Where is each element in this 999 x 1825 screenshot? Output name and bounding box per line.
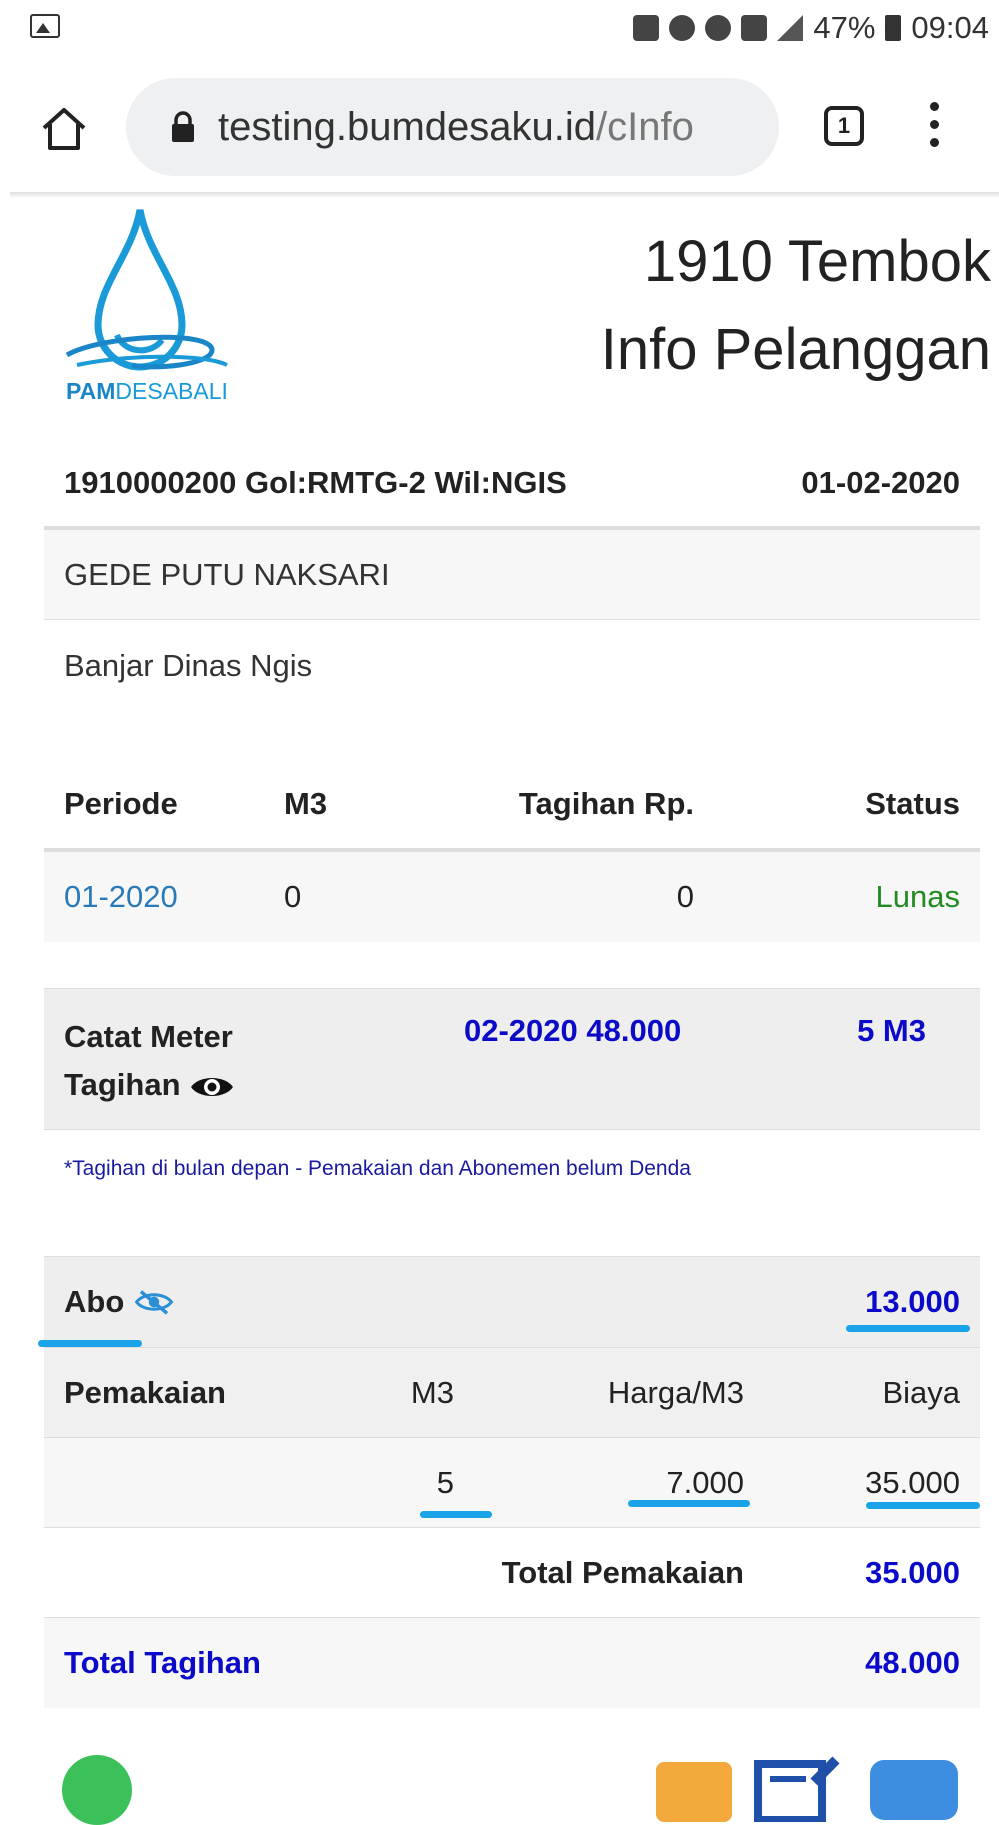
col-biaya: Biaya bbox=[882, 1374, 960, 1410]
home-app-icon[interactable] bbox=[870, 1760, 958, 1820]
clock: 09:04 bbox=[911, 10, 989, 45]
abo-label: Abo bbox=[64, 1284, 125, 1319]
lock-icon bbox=[170, 111, 196, 143]
total-usage-row bbox=[44, 1528, 980, 1618]
status-icons bbox=[633, 10, 989, 46]
usage-harga: 7.000 bbox=[666, 1464, 744, 1500]
col-pemakaian: Pemakaian bbox=[64, 1374, 226, 1410]
col-m3: M3 bbox=[284, 786, 328, 821]
highlight-mark-biaya bbox=[866, 1502, 980, 1509]
url-text bbox=[218, 105, 694, 150]
whatsapp-icon[interactable] bbox=[62, 1755, 132, 1825]
total-bill-row bbox=[44, 1618, 980, 1708]
battery-icon bbox=[885, 15, 901, 41]
billing-note: *Tagihan di bulan depan - Pemakaian dan Abonemen belum Denda bbox=[64, 1157, 691, 1180]
col-usage-m3: M3 bbox=[410, 1374, 454, 1410]
more-menu-icon[interactable] bbox=[928, 102, 940, 152]
url-path: /cInfo bbox=[596, 104, 694, 149]
periode-link[interactable]: 01-2020 bbox=[64, 879, 178, 914]
usage-header bbox=[44, 1348, 980, 1438]
customer-header-row bbox=[44, 440, 980, 530]
catat-label-line1: Catat Meter bbox=[64, 1019, 233, 1054]
customer-info bbox=[44, 440, 980, 1708]
url-domain: testing.bumdesaku.id bbox=[218, 104, 597, 149]
abonemen-row bbox=[44, 1256, 980, 1348]
gallery-notification-icon bbox=[30, 14, 60, 38]
cell-tagihan: 0 bbox=[676, 879, 694, 914]
eye-icon[interactable] bbox=[189, 1073, 235, 1101]
abo-label-wrap bbox=[64, 1284, 174, 1320]
logo-text bbox=[66, 378, 228, 405]
pamdesabali-logo bbox=[62, 205, 242, 405]
logo-text-rest: DESABALI bbox=[115, 378, 228, 404]
highlight-mark-abo bbox=[38, 1340, 142, 1347]
mute-icon bbox=[633, 15, 659, 41]
home-icon[interactable] bbox=[40, 106, 88, 152]
col-status: Status bbox=[865, 786, 960, 821]
col-harga: Harga/M3 bbox=[607, 1374, 744, 1410]
status-badge: Lunas bbox=[875, 879, 960, 914]
catat-label-line2: Tagihan bbox=[64, 1067, 181, 1102]
table-header bbox=[44, 760, 980, 852]
abo-value: 13.000 bbox=[865, 1284, 960, 1319]
total-usage-value: 35.000 bbox=[865, 1554, 960, 1590]
customer-id-line: 1910000200 Gol:RMTG-2 Wil:NGIS bbox=[64, 465, 567, 500]
status-bar bbox=[0, 0, 999, 58]
highlight-mark-abo-value bbox=[846, 1325, 970, 1332]
wifi-icon bbox=[705, 15, 731, 41]
sim-icon bbox=[741, 15, 767, 41]
eye-slash-icon[interactable] bbox=[134, 1287, 174, 1317]
battery-percent: 47% bbox=[813, 10, 876, 45]
usage-m3: 5 bbox=[436, 1464, 454, 1500]
meter-reading-row bbox=[44, 988, 980, 1130]
browser-toolbar bbox=[0, 62, 999, 192]
col-periode: Periode bbox=[64, 786, 178, 821]
table-row bbox=[44, 852, 980, 942]
customer-date: 01-02-2020 bbox=[801, 465, 960, 500]
catat-label bbox=[64, 989, 464, 1109]
total-bill-value: 48.000 bbox=[865, 1645, 960, 1680]
toolbar-shadow bbox=[10, 192, 999, 198]
billing-history-table bbox=[44, 760, 980, 942]
highlight-mark-m3 bbox=[420, 1511, 492, 1518]
address-bar[interactable] bbox=[126, 78, 779, 176]
bill-period-amount: 02-2020 48.000 bbox=[464, 1013, 682, 1048]
total-usage-label: Total Pemakaian bbox=[501, 1554, 744, 1590]
total-bill-label: Total Tagihan bbox=[64, 1645, 261, 1680]
signal-icon bbox=[777, 15, 803, 41]
usage-row bbox=[44, 1438, 980, 1528]
page-title: Info Pelanggan bbox=[600, 317, 991, 382]
alarm-icon bbox=[669, 15, 695, 41]
usage-biaya: 35.000 bbox=[865, 1464, 960, 1500]
folder-icon[interactable] bbox=[656, 1762, 732, 1822]
bill-m3: 5 M3 bbox=[857, 1013, 926, 1048]
cell-m3: 0 bbox=[284, 879, 302, 914]
customer-name: GEDE PUTU NAKSARI bbox=[44, 530, 980, 620]
customer-address: Banjar Dinas Ngis bbox=[64, 648, 313, 683]
edit-icon[interactable] bbox=[754, 1752, 842, 1822]
tab-switcher-button[interactable]: 1 bbox=[824, 106, 864, 146]
col-tagihan: Tagihan Rp. bbox=[518, 786, 694, 821]
highlight-mark-harga bbox=[628, 1500, 750, 1507]
page-title-code: 1910 Tembok bbox=[643, 229, 991, 294]
logo-text-bold: PAM bbox=[66, 378, 116, 404]
